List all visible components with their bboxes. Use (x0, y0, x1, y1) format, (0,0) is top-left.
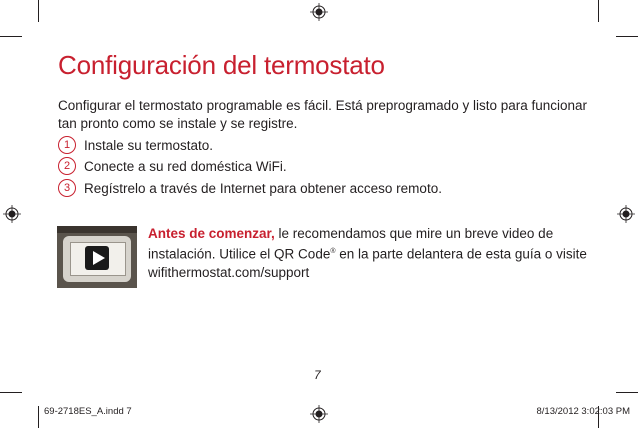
trim-mark (38, 0, 39, 22)
registration-mark-icon (310, 3, 328, 21)
registered-mark: ® (330, 248, 336, 255)
trim-mark (0, 36, 22, 37)
step-text: Regístrelo a través de Internet para obtener acceso remoto. (84, 180, 442, 196)
slug-timestamp: 8/13/2012 3:02:03 PM (536, 406, 630, 417)
step-item (58, 157, 287, 175)
video-note-text: le recomendamos que mire un breve video de instalación. Utilice el QR Code (148, 226, 554, 262)
step-text: Instale su termostato. (84, 137, 214, 153)
registration-mark-icon (617, 205, 635, 223)
step-number: 1 (58, 136, 76, 154)
step-number: 2 (58, 157, 76, 175)
trim-mark (616, 392, 638, 393)
trim-mark (616, 36, 638, 37)
step-item (58, 179, 442, 197)
video-title-strip (57, 226, 137, 233)
video-note-text: en la parte delantera de esta guía o visite wifithermostat.com/support (148, 246, 587, 280)
step-text: Conecte a su red doméstica WiFi. (84, 158, 287, 174)
step-item (58, 136, 213, 154)
play-triangle (93, 251, 105, 265)
trim-mark (598, 0, 599, 22)
page-title: Configuración del termostato (58, 50, 385, 80)
trim-mark (0, 392, 22, 393)
video-thumbnail[interactable] (57, 226, 137, 288)
slug-filename: 69-2718ES_A.indd 7 (44, 406, 132, 417)
step-number: 3 (58, 179, 76, 197)
trim-mark (38, 406, 39, 428)
video-note-lead: Antes de comenzar, (148, 226, 275, 241)
page-number: 7 (314, 368, 321, 382)
video-note (148, 225, 588, 282)
intro-paragraph: Configurar el termostato programable es fácil. Está preprogramado y listo para funcionar tan pronto como se instale y se registre. (58, 98, 588, 131)
registration-mark-icon (310, 405, 328, 423)
registration-mark-icon (3, 205, 21, 223)
